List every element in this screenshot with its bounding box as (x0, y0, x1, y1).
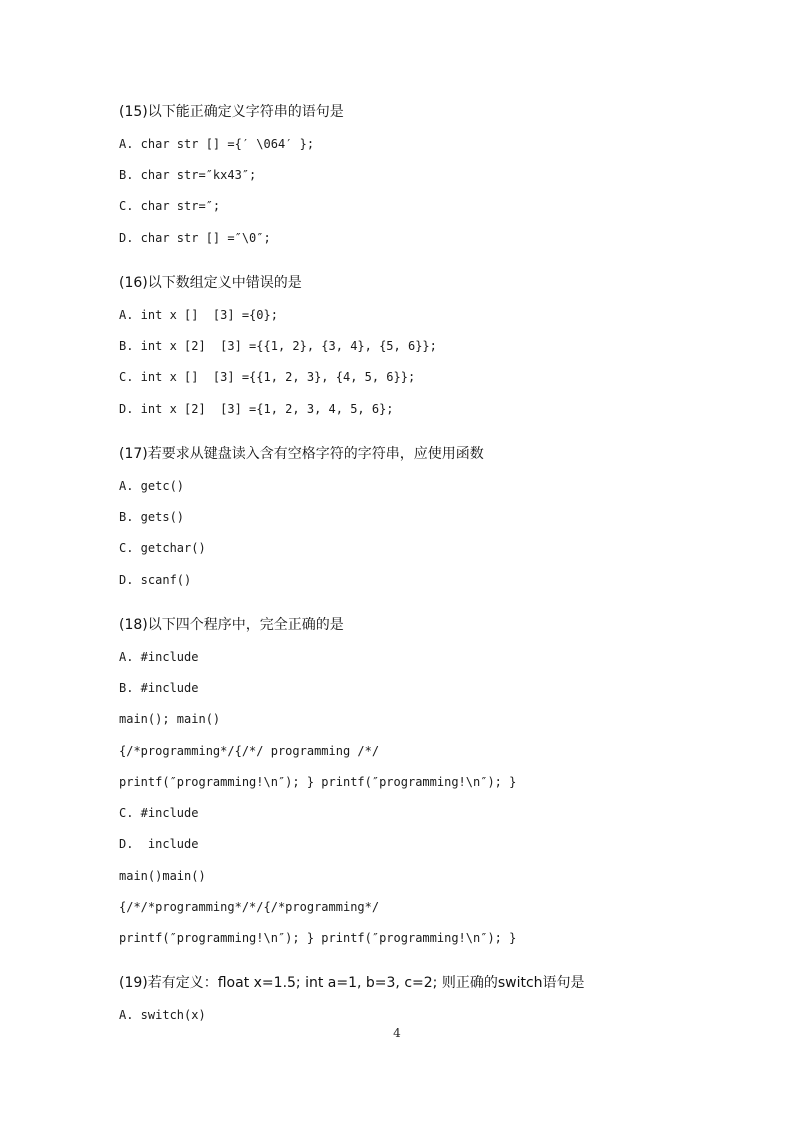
question-16-option-c: C. int x [] [3] ={{1, 2, 3}, {4, 5, 6}}; (119, 370, 416, 384)
question-17-option-c: C. getchar() (119, 541, 206, 555)
question-18-line: main(); main() (119, 712, 221, 726)
question-16-stem: (16)以下数组定义中错误的是 (119, 275, 302, 291)
question-15-option-d: D. char str [] =″\0″; (119, 231, 271, 245)
question-18-line: B. #include (119, 681, 199, 695)
question-19-stem: (19)若有定义：float x=1.5; int a=1, b=3, c=2; 则正确的switch语句是 (119, 975, 585, 991)
question-18-line: C. #include (119, 806, 199, 820)
question-18-line: {/*/*programming*/*/{/*programming*/ (119, 900, 380, 914)
question-17-stem: (17)若要求从键盘读入含有空格字符的字符串，应使用函数 (119, 446, 484, 462)
question-19-option-a: A. switch(x) (119, 1008, 206, 1022)
question-18-line: printf(″programming!\n″); } printf(″programming!\n″); } (119, 931, 517, 945)
question-18-line: main()main() (119, 869, 206, 883)
question-18-line: D. include (119, 837, 199, 851)
question-15-option-b: B. char str=″kx43″; (119, 168, 257, 182)
question-18-line: printf(″programming!\n″); } printf(″programming!\n″); } (119, 775, 517, 789)
question-16-option-b: B. int x [2] [3] ={{1, 2}, {3, 4}, {5, 6}}; (119, 339, 437, 353)
page-number: 4 (393, 1026, 401, 1040)
question-15-stem: (15)以下能正确定义字符串的语句是 (119, 104, 344, 120)
question-15-option-a: A. char str [] ={′ \064′ }; (119, 137, 315, 151)
question-17-option-a: A. getc() (119, 479, 185, 493)
question-16-option-d: D. int x [2] [3] ={1, 2, 3, 4, 5, 6}; (119, 402, 394, 416)
question-17-option-b: B. gets() (119, 510, 185, 524)
question-18-line: {/*programming*/{/*/ programming /*/ (119, 744, 380, 758)
question-18-line: A. #include (119, 650, 199, 664)
question-16-option-a: A. int x [] [3] ={0}; (119, 308, 278, 322)
question-15-option-c: C. char str=″; (119, 199, 221, 213)
question-18-stem: (18)以下四个程序中，完全正确的是 (119, 617, 344, 633)
question-17-option-d: D. scanf() (119, 573, 192, 587)
